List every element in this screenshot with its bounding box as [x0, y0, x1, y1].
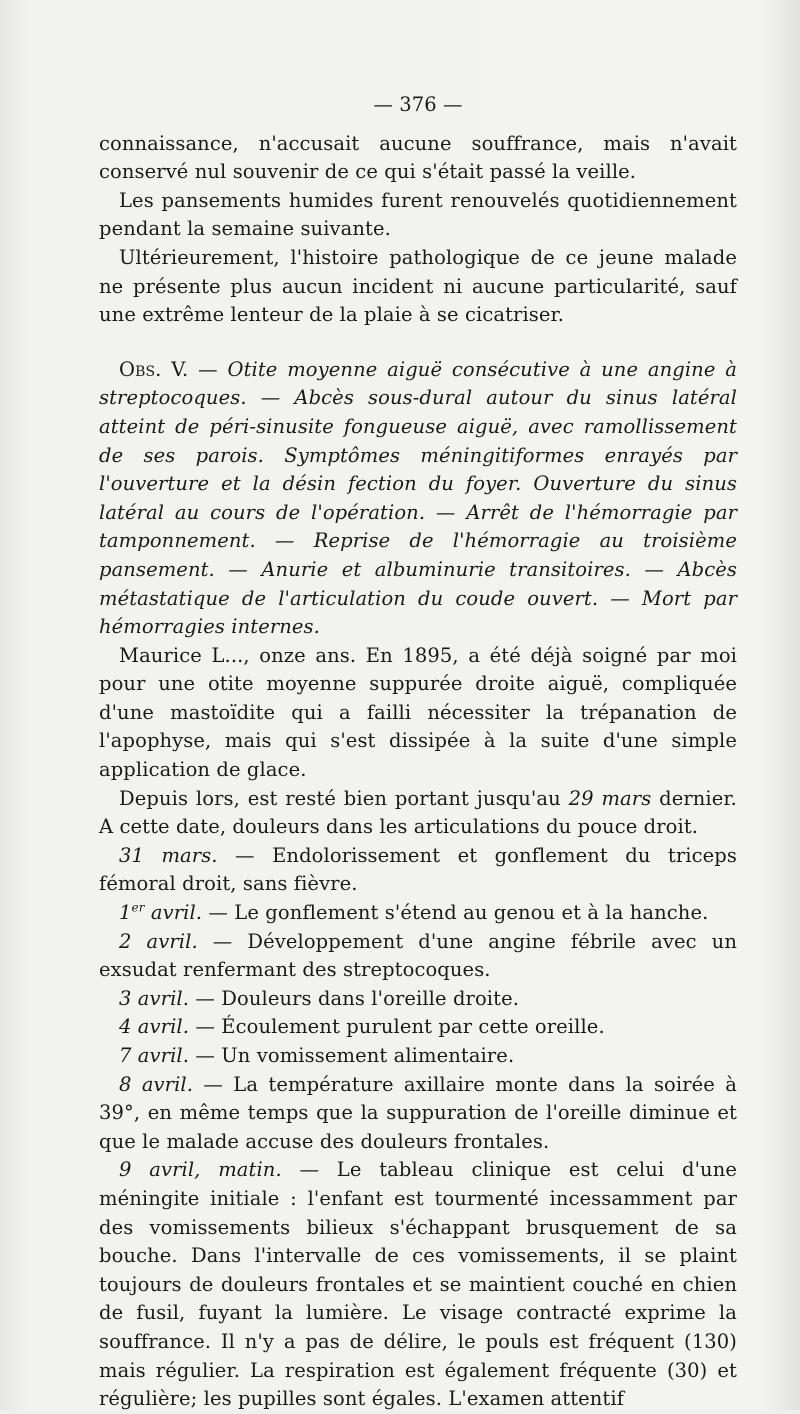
- observation-label: Obs. V.: [119, 357, 189, 381]
- entry-text: — Le gonflement s'étend au genou et à la hanche.: [202, 901, 709, 925]
- paragraph-later-history: Ultérieurement, l'histoire pathologique de ce jeune malade ne présente plus aucun incident ni aucune particularité, sauf une extrême lenteur de la plaie à se cicatriser.: [99, 245, 737, 327]
- entry-text: — Endolorissement et gonflement du triceps fémoral droit, sans fièvre.: [99, 843, 737, 896]
- entry-2-avril: [99, 928, 737, 985]
- entry-text: — Le tableau clinique est celui d'une méningite initiale : l'enfant est tourmenté incessamment par des vomissements bilieux s'échappant brusquement de sa bouche. Dans l'intervalle de ces vomissements, il se plaint toujours de douleurs frontales et se maintient couché en chien de fusil, fuyant la lumière. Le visage contracté exprime la souffrance. Il n'y a pas de délire, le pouls est fréquent (130) mais régulier. La respiration est également fréquente (30) et régulière; les pupilles sont égales. L'examen attentif: [99, 1158, 737, 1411]
- paragraph-since-then: Depuis lors, est resté bien portant jusqu'au 29 mars dernier. A cette date, douleurs dans les articulations du pouce droit.: [99, 786, 737, 839]
- paragraph-continued: connaissance, n'accusait aucune souffrance, mais n'avait conservé nul souvenir de ce qui s'était passé la veille.: [99, 131, 737, 184]
- entry-8-avril: [99, 1071, 737, 1157]
- entry-date: 9 avril, matin.: [119, 1158, 282, 1182]
- entry-text: — Un vomissement alimentaire.: [189, 1044, 515, 1067]
- entry-date: 7 avril.: [119, 1044, 190, 1067]
- observation-title: Otite moyenne aiguë consécutive à une angine à streptocoques. — Abcès sous-dural autour du sinus latéral atteint de péri-sinusite fongueuse aiguë, avec ramollissement de ses parois. Symptômes méningitiformes enrayés par l'ouverture et la désin fection du foyer. Ouverture du sinus latéral au cours de l'opération. — Arrêt de l'hémorragie par tamponnement. — Reprise de l'hémorragie au troisième pansement. — Anurie et albuminurie transitoires. — Abcès métastatique de l'articulation du coude ouvert. — Mort par hémorragies internes.: [99, 357, 737, 639]
- page-text: [99, 91, 737, 1414]
- entry-text: — Écoulement purulent par cette oreille.: [189, 1015, 605, 1039]
- entry-date: 3 avril.: [119, 986, 190, 1010]
- entry-31-mars: [99, 842, 737, 899]
- entry-text: — Douleurs dans l'oreille droite.: [189, 986, 520, 1010]
- page-number: — 376 —: [373, 93, 463, 116]
- date-label: 29 mars: [568, 786, 652, 810]
- observation-dash: —: [188, 357, 228, 381]
- observation-heading: [99, 356, 737, 642]
- entry-date: 1er avril.: [119, 900, 203, 925]
- entry-1-avril: [99, 899, 737, 928]
- entry-date: 31 mars.: [119, 843, 218, 867]
- entry-date: 2 avril.: [119, 929, 198, 953]
- paragraph-dressings: Les pansements humides furent renouvelés quotidiennement pendant la semaine suivante.: [99, 188, 737, 241]
- entry-date: 4 avril.: [119, 1015, 190, 1039]
- entry-7-avril: [99, 1042, 737, 1071]
- entry-9-avril: [99, 1156, 737, 1413]
- entry-text: — Développement d'une angine fébrile avec un exsudat renfermant des streptocoques.: [99, 929, 737, 982]
- entry-text: — La température axillaire monte dans la soirée à 39°, en même temps que la suppuration de l'oreille diminue et que le malade accuse des douleurs frontales.: [99, 1072, 737, 1153]
- entry-4-avril: [99, 1013, 737, 1042]
- paragraph-patient-history: Maurice L..., onze ans. En 1895, a été déjà soigné par moi pour une otite moyenne suppurée droite aiguë, compliquée d'une mastoïdite qui a failli nécessiter la trépanation de l'apophyse, mais qui s'est dissipée à la suite d'une simple application de glace.: [99, 643, 737, 782]
- entry-date: 8 avril.: [119, 1072, 194, 1096]
- entry-3-avril: [99, 985, 737, 1014]
